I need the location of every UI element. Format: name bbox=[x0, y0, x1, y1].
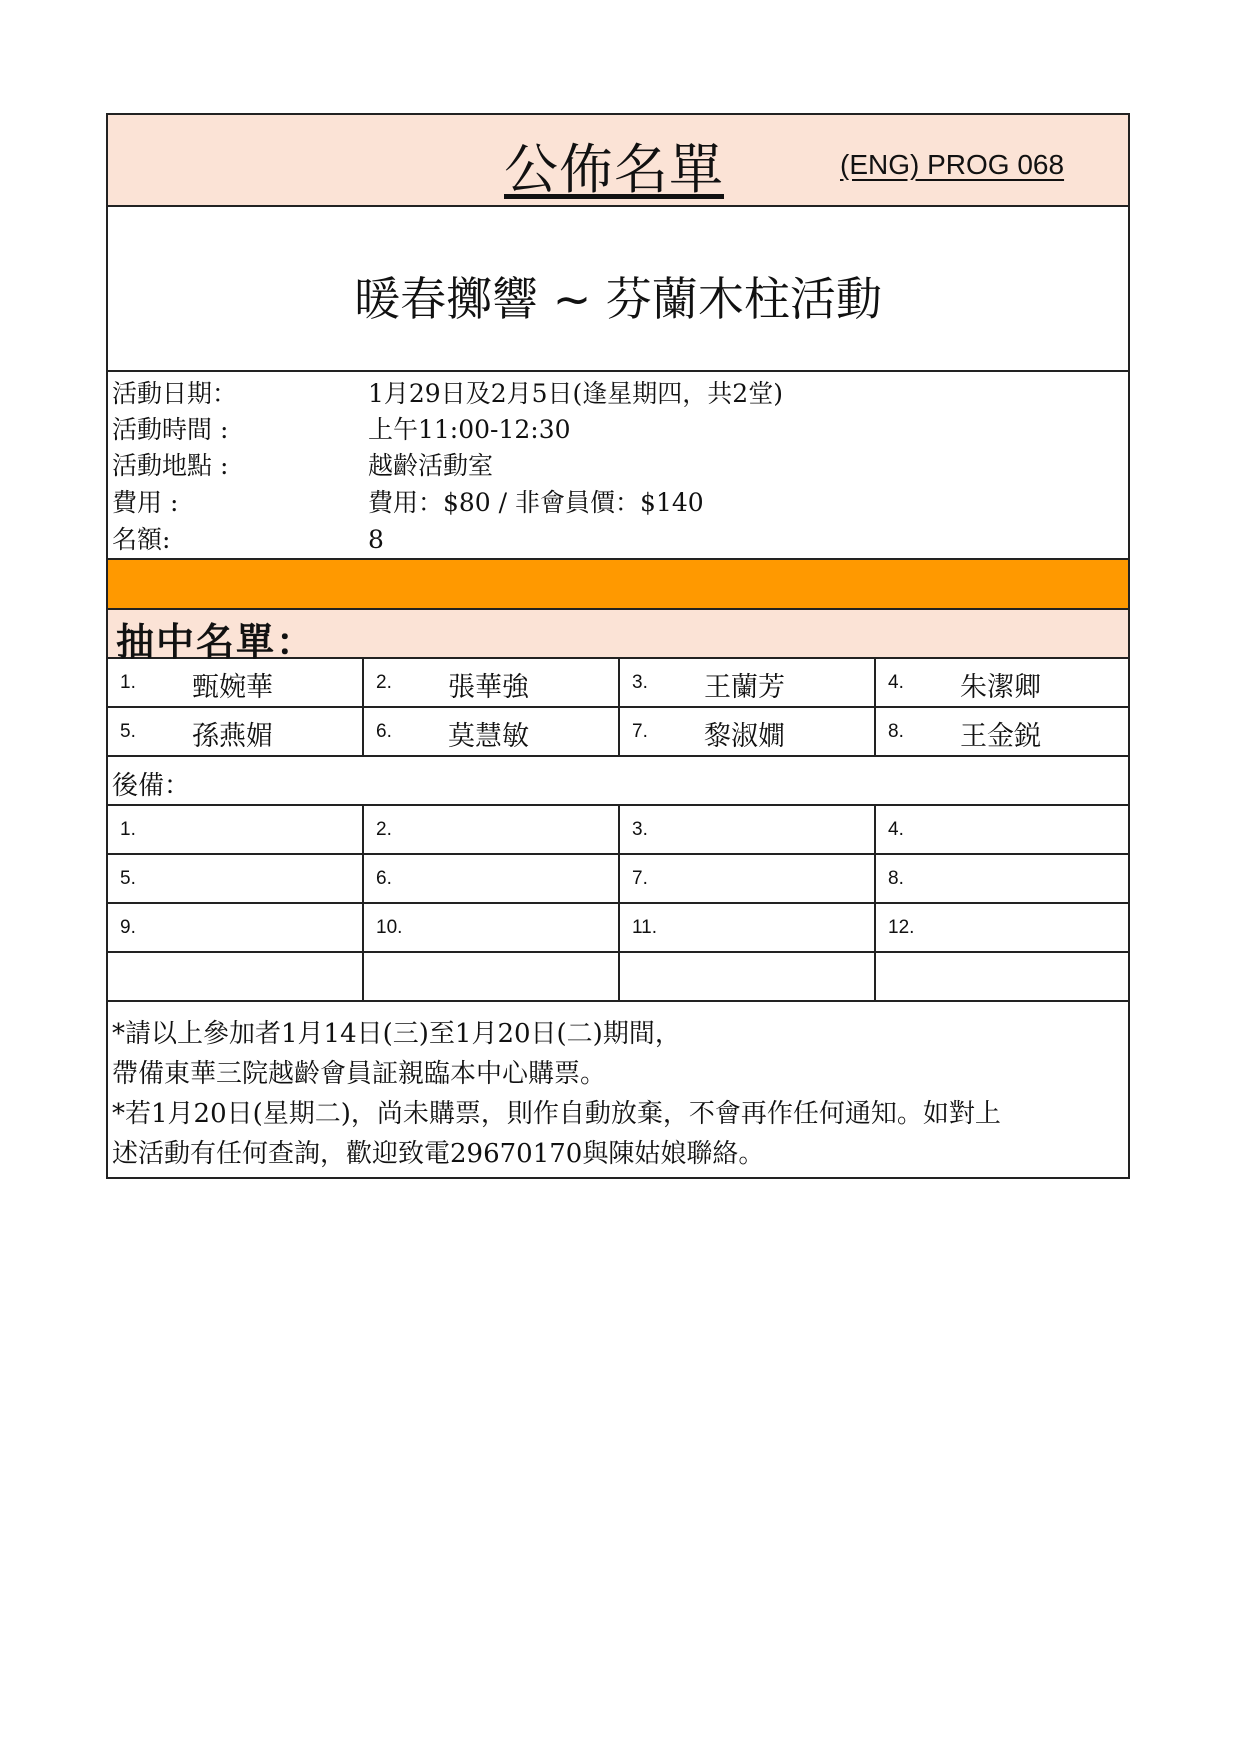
backup-number: 8. bbox=[888, 868, 904, 889]
backup-label-row bbox=[106, 757, 1130, 806]
backup-number: 7. bbox=[632, 868, 648, 889]
backup-number: 4. bbox=[888, 819, 904, 840]
winners-title: 抽中名單： bbox=[116, 620, 317, 664]
winner-cell bbox=[364, 659, 620, 706]
backup-number: 1. bbox=[120, 819, 136, 840]
backup-number: 12. bbox=[888, 917, 915, 938]
backup-number: 5. bbox=[120, 868, 136, 889]
backup-number: 9. bbox=[120, 917, 136, 938]
backup-cell bbox=[876, 904, 1128, 951]
winner-cell bbox=[620, 708, 876, 755]
winner-number: 1. bbox=[120, 672, 136, 693]
backup-cell bbox=[620, 855, 876, 902]
empty-cell bbox=[364, 953, 620, 1000]
empty-row bbox=[106, 953, 1130, 1002]
winner-number: 2. bbox=[376, 672, 392, 693]
detail-label-date: 活動日期： bbox=[112, 379, 238, 408]
detail-label-time: 活動時間 : bbox=[112, 415, 229, 444]
notes-block bbox=[106, 1002, 1130, 1179]
winner-number: 4. bbox=[888, 672, 904, 693]
winner-name: 朱潔卿 bbox=[960, 672, 1041, 703]
note-line: *若1月20日(星期二)，尚未購票，則作自動放棄，不會再作任何通知。如對上 bbox=[112, 1099, 1001, 1129]
winner-name: 王金鋭 bbox=[960, 721, 1041, 752]
detail-value-fee: 費用：$80 / 非會員價：$140 bbox=[368, 488, 704, 517]
backup-number: 2. bbox=[376, 819, 392, 840]
winner-cell bbox=[876, 659, 1128, 706]
backup-row bbox=[106, 855, 1130, 904]
winners-row bbox=[106, 659, 1130, 708]
backup-number: 11. bbox=[632, 917, 658, 938]
backup-number: 3. bbox=[632, 819, 648, 840]
details-block bbox=[106, 372, 1130, 560]
backup-cell bbox=[364, 904, 620, 951]
detail-value-venue: 越齡活動室 bbox=[368, 451, 494, 480]
backup-cell bbox=[108, 855, 364, 902]
announcement-sheet bbox=[106, 113, 1130, 1179]
backup-cell bbox=[364, 855, 620, 902]
backup-cell bbox=[108, 806, 364, 853]
winner-number: 6. bbox=[376, 721, 392, 742]
empty-cell bbox=[108, 953, 364, 1000]
detail-label-quota: 名額: bbox=[112, 525, 171, 554]
backup-cell bbox=[620, 806, 876, 853]
detail-label-venue: 活動地點 : bbox=[112, 451, 229, 480]
winner-cell bbox=[108, 708, 364, 755]
detail-value-time: 上午11:00-12:30 bbox=[368, 415, 571, 444]
winners-row bbox=[106, 708, 1130, 757]
winner-number: 8. bbox=[888, 721, 904, 742]
winner-cell bbox=[876, 708, 1128, 755]
detail-label-fee: 費用 : bbox=[112, 488, 179, 517]
backup-cell bbox=[876, 806, 1128, 853]
backup-row bbox=[106, 904, 1130, 953]
winner-number: 7. bbox=[632, 721, 648, 742]
winner-name: 王蘭芳 bbox=[704, 672, 785, 703]
header-row bbox=[106, 113, 1130, 207]
program-code: (ENG) PROG 068 bbox=[840, 149, 1065, 180]
winner-number: 5. bbox=[120, 721, 136, 742]
activity-row bbox=[106, 207, 1130, 372]
orange-divider bbox=[106, 560, 1130, 610]
empty-cell bbox=[620, 953, 876, 1000]
winners-title-row bbox=[106, 610, 1130, 664]
detail-value-quota: 8 bbox=[368, 525, 384, 554]
note-line: 帶備東華三院越齡會員証親臨本中心購票。 bbox=[112, 1059, 607, 1089]
winner-name: 孫燕媚 bbox=[192, 721, 273, 752]
winner-number: 3. bbox=[632, 672, 648, 693]
backup-cell bbox=[876, 855, 1128, 902]
winner-cell bbox=[108, 659, 364, 706]
note-line: 述活動有任何查詢，歡迎致電29670170與陳姑娘聯絡。 bbox=[112, 1139, 765, 1169]
activity-name: 暖春擲響 ~ 芬蘭木柱活動 bbox=[354, 272, 882, 326]
page-title: 公佈名單 bbox=[504, 138, 724, 201]
backup-number: 10. bbox=[376, 917, 403, 938]
empty-cell bbox=[876, 953, 1128, 1000]
backup-row bbox=[106, 806, 1130, 855]
detail-value-date: 1月29日及2月5日(逢星期四，共2堂) bbox=[368, 379, 783, 408]
note-line: *請以上參加者1月14日(三)至1月20日(二)期間， bbox=[112, 1019, 681, 1049]
backup-cell bbox=[364, 806, 620, 853]
winner-name: 張華強 bbox=[448, 672, 529, 703]
backup-cell bbox=[108, 904, 364, 951]
backup-number: 6. bbox=[376, 868, 392, 889]
winner-name: 黎淑嫺 bbox=[704, 721, 785, 752]
backup-cell bbox=[620, 904, 876, 951]
winner-name: 甄婉華 bbox=[192, 672, 273, 703]
winner-cell bbox=[364, 708, 620, 755]
winner-cell bbox=[620, 659, 876, 706]
backup-label: 後備： bbox=[112, 771, 191, 801]
winner-name: 莫慧敏 bbox=[448, 721, 529, 752]
